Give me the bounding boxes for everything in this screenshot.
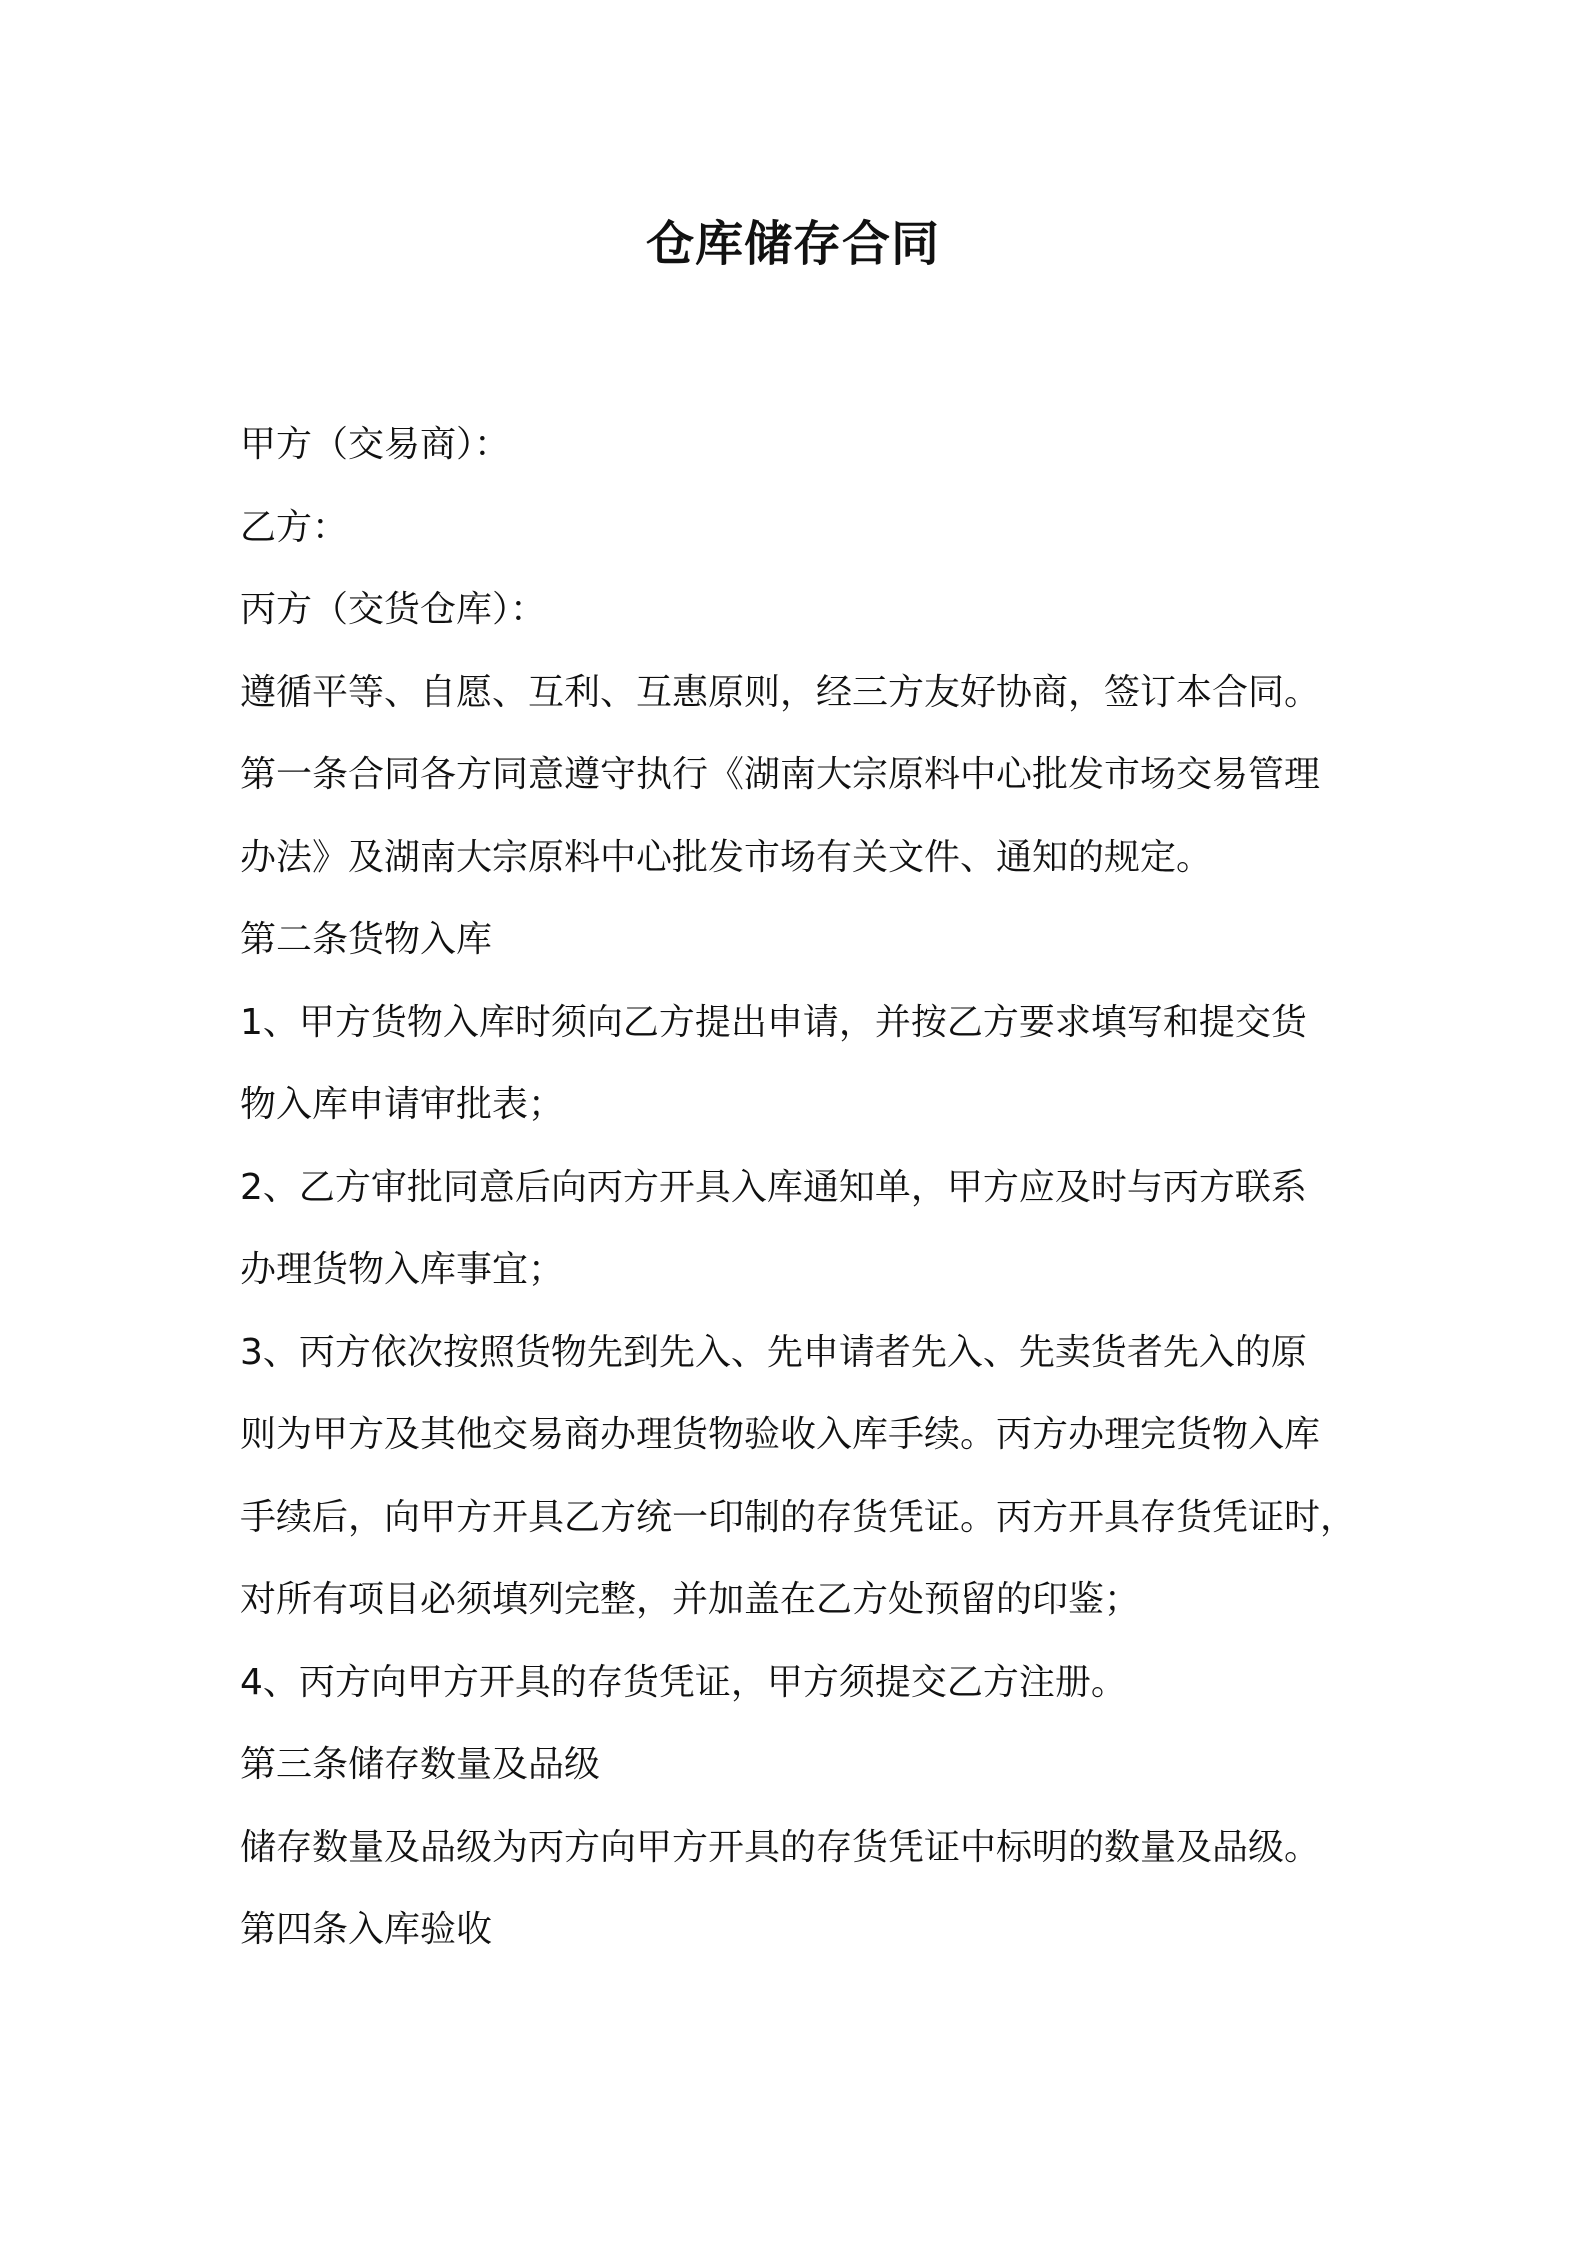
- clause-3-line-2: 则为甲方及其他交易商办理货物验收入库手续。丙方办理完货物入库: [240, 1414, 1321, 1455]
- clause-3-line-3: 手续后，向甲方开具乙方统一印制的存货凭证。丙方开具存货凭证时，: [240, 1496, 1357, 1538]
- party-a-line: 甲方（交易商）：: [240, 424, 511, 465]
- clause-1-line-1: 1、甲方货物入库时须向乙方提出申请，并按乙方要求填写和提交货: [240, 1001, 1307, 1043]
- clause-3-line-1: 3、丙方依次按照货物先到先入、先申请者先入、先卖货者先入的原: [240, 1331, 1307, 1373]
- clause-3-line-4: 对所有项目必须填列完整，并加盖在乙方处预留的印鉴；: [240, 1579, 1141, 1620]
- document-title: 仓库储存合同: [645, 216, 940, 272]
- clause-1-line-2: 物入库申请审批表；: [240, 1084, 565, 1125]
- party-b-line: 乙方：: [240, 506, 349, 548]
- clause-2-line-1: 2、乙方审批同意后向丙方开具入库通知单，甲方应及时与丙方联系: [240, 1166, 1307, 1208]
- clause-2-line-2: 办理货物入库事宜；: [240, 1249, 565, 1290]
- article-4-heading: 第四条入库验收: [240, 1909, 493, 1950]
- party-c-line: 丙方（交货仓库）：: [240, 589, 547, 630]
- article-1-line-2: 办法》及湖南大宗原料中心批发市场有关文件、通知的规定。: [240, 836, 1213, 878]
- article-3-heading: 第三条储存数量及品级: [240, 1744, 601, 1785]
- article-2-heading: 第二条货物入库: [240, 919, 493, 960]
- article-3-body: 储存数量及品级为丙方向甲方开具的存货凭证中标明的数量及品级。: [240, 1826, 1321, 1868]
- article-1-line-1: 第一条合同各方同意遵守执行《湖南大宗原料中心批发市场交易管理: [240, 754, 1321, 795]
- document-body: [240, 404, 1360, 1972]
- preamble-line: 遵循平等、自愿、互利、互惠原则，经三方友好协商，签订本合同。: [240, 671, 1321, 713]
- clause-4-line-1: 4、丙方向甲方开具的存货凭证，甲方须提交乙方注册。: [240, 1661, 1127, 1703]
